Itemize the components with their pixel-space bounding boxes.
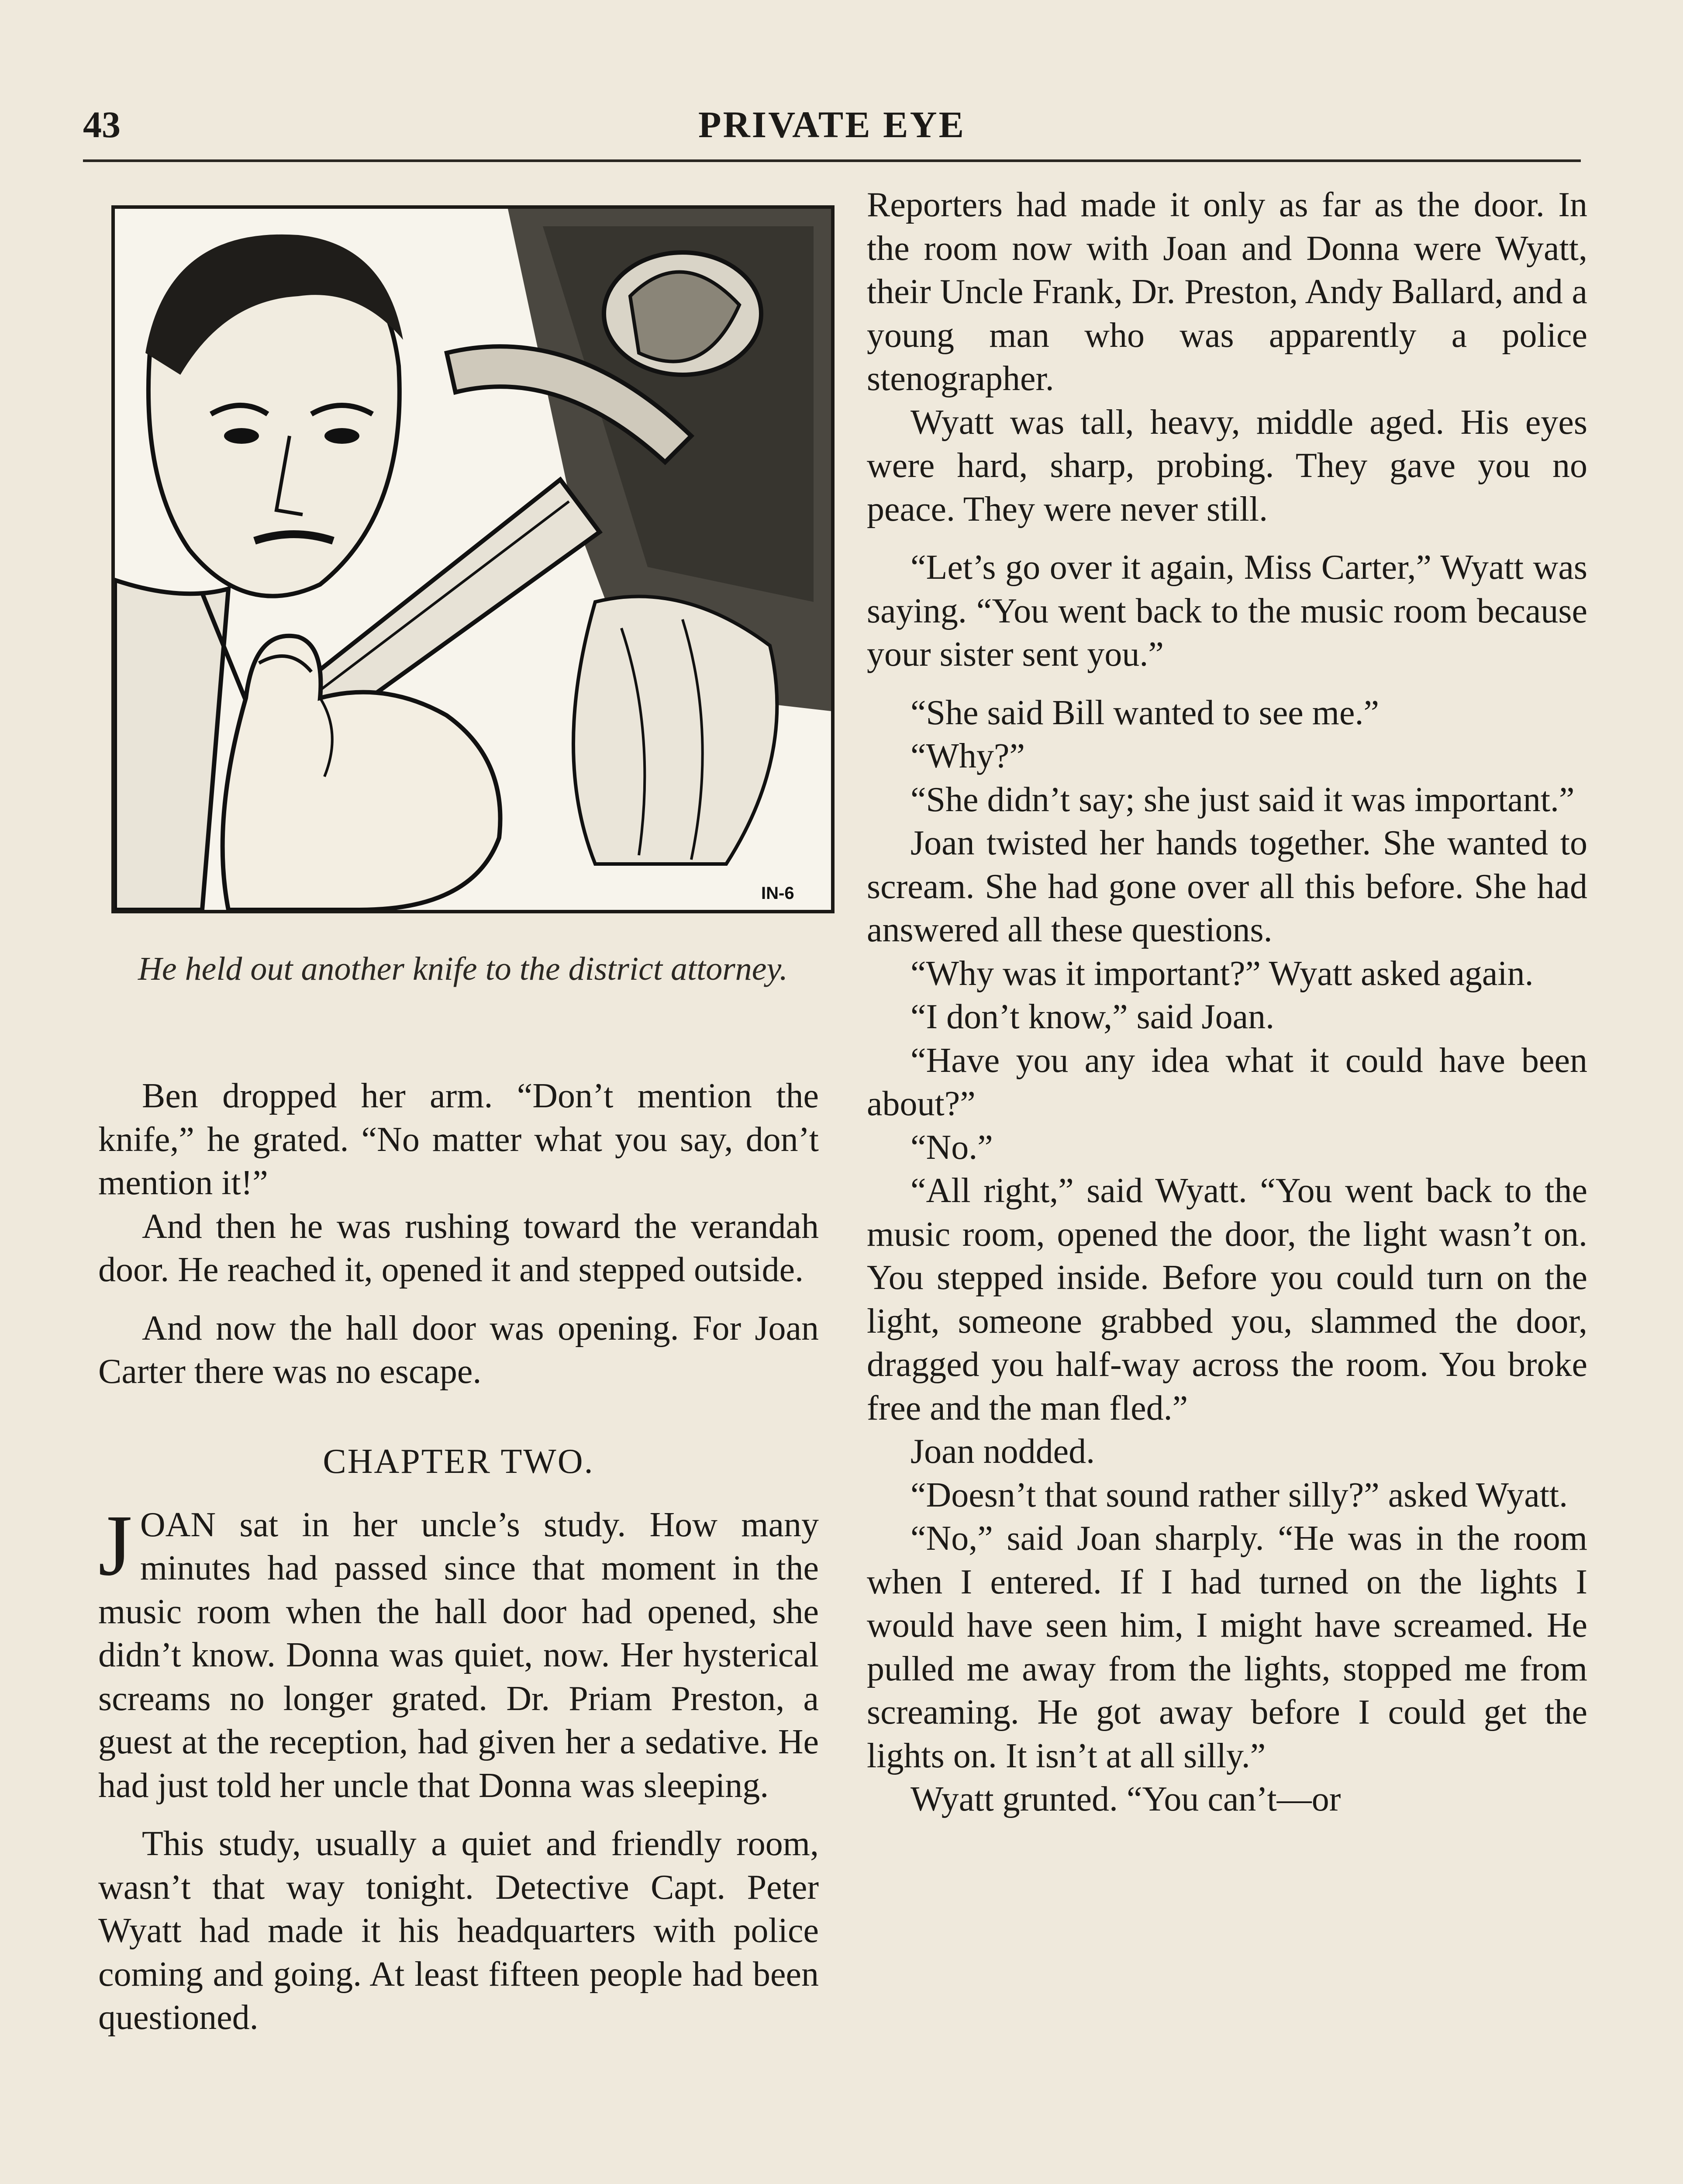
paragraph: “Why?”	[910, 737, 1025, 775]
paragraph: “No,” said Joan sharply. “He was in the room when I entered. If I had turned on the lights I would have seen him, I might have screamed. He pulled me away from the lights, stopped me from screaming. He got away before I could get the lights on. It isn’t at all silly.”	[867, 1519, 1587, 1775]
paragraph: And now the hall door was opening. For Joan Carter there was no escape.	[98, 1309, 819, 1391]
chapter-opening-paragraph	[98, 1497, 819, 1808]
chapter-opening-text: OAN sat in her uncle’s study. How many minutes had passed since that moment in the music room when the hall door had opened, she didn’t know. Donna was quiet, now. Her hysterical screams no longer grated. Dr. Priam Preston, a guest at the reception, had given her a sedative. He had just told her uncle that Donna was sleeping.	[98, 1505, 819, 1805]
running-title: PRIVATE EYE	[698, 104, 966, 145]
drop-cap: J	[98, 1497, 132, 1594]
paragraph: “Let’s go over it again, Miss Carter,” Wyatt was saying. “You went back to the music room because your sister sent you.”	[867, 548, 1587, 674]
paragraph: “No.”	[910, 1128, 993, 1167]
paragraph: Ben dropped her arm. “Don’t mention the knife,” he grated. “No matter what you say, don’t mention it!”	[98, 1077, 819, 1202]
artist-signature: IN-6	[761, 884, 794, 903]
paragraph: Joan nodded.	[910, 1432, 1095, 1471]
chapter-heading: CHAPTER TWO.	[323, 1442, 594, 1481]
page-number: 43	[83, 104, 121, 145]
paragraph: Wyatt was tall, heavy, middle aged. His eyes were hard, sharp, probing. They gave you no peace. They were never still.	[867, 403, 1587, 529]
paragraph: “Why was it important?” Wyatt asked again.	[910, 954, 1534, 993]
illustration-drawing	[115, 209, 831, 910]
paragraph: “I don’t know,” said Joan.	[910, 998, 1275, 1036]
right-text-column	[867, 183, 1587, 1821]
page-header	[83, 94, 1581, 162]
paragraph: “Doesn’t that sound rather silly?” asked Wyatt.	[910, 1476, 1568, 1514]
paragraph: “All right,” said Wyatt. “You went back to the music room, opened the door, the light wasn’t on. You stepped inside. Before you could turn on the light, someone grabbed you, slammed the door, dragged you half-way across the room. You broke free and the man fled.”	[867, 1171, 1587, 1427]
paragraph: “She said Bill wanted to see me.”	[910, 693, 1380, 732]
paragraph: “Have you any idea what it could have been about?”	[867, 1041, 1587, 1123]
paragraph: Wyatt grunted. “You can’t—or	[910, 1780, 1341, 1818]
illustration-panel	[111, 205, 835, 913]
paragraph: And then he was rushing toward the verandah door. He reached it, opened it and stepped outside.	[98, 1207, 819, 1289]
paragraph: Joan twisted her hands together. She wanted to scream. She had gone over all this before. She had answered all these questions.	[867, 824, 1587, 949]
paragraph: This study, usually a quiet and friendly room, wasn’t that way tonight. Detective Capt. Peter Wyatt had made it his headquarters with police coming and going. At least fifteen people had been questioned.	[98, 1825, 819, 2037]
left-text-column	[98, 1075, 819, 2055]
illustration-caption: He held out another knife to the district attorney.	[138, 950, 788, 987]
paragraph: Reporters had made it only as far as the door. In the room now with Joan and Donna were Wyatt, their Uncle Frank, Dr. Preston, Andy Ballard, and a young man who was apparently a police stenographer.	[867, 186, 1587, 398]
paragraph: “She didn’t say; she just said it was important.”	[910, 780, 1575, 819]
